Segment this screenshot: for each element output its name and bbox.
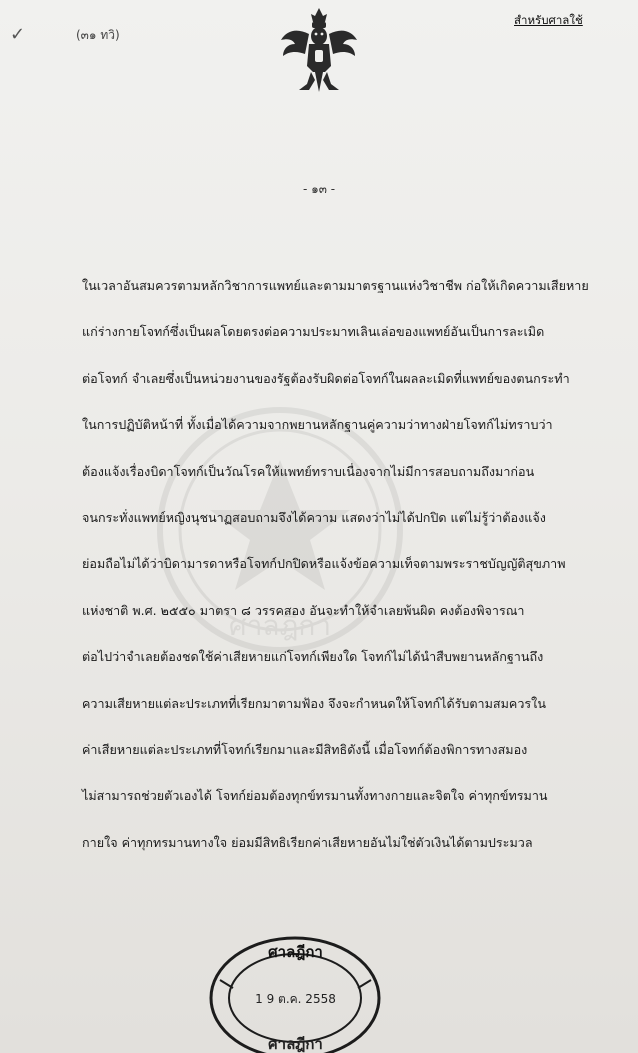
text-line: กายใจ ค่าทุกทรมานทางใจ ย่อมมีสิทธิเรียกค่าเสียหายอันไม่ใช่ตัวเงินได้ตามประมวล bbox=[82, 834, 533, 850]
text-line: ในเวลาอันสมควรตามหลักวิชาการแพทย์และตามมาตรฐานแห่งวิชาชีพ ก่อให้เกิดความเสียหาย bbox=[82, 278, 589, 293]
page-number: - ๑๓ - bbox=[302, 182, 336, 196]
text-line: แห่งชาติ พ.ศ. ๒๕๕๐ มาตรา ๘ วรรคสอง อันจะทำให้จำเลยพ้นผิด คงต้องพิจารณา bbox=[82, 602, 525, 618]
garuda-emblem-icon bbox=[279, 6, 359, 94]
text-line: ย่อมถือไม่ได้ว่าบิดามารดาหรือโจทก์ปกปิดหรือแจ้งข้อความเท็จตามพระราชบัญญัติสุขภาพ bbox=[82, 556, 566, 572]
text-line: ความเสียหายแต่ละประเภทที่เรียกมาตามฟ้อง จึงจะกำหนดให้โจทก์ได้รับตามสมควรใน bbox=[82, 695, 546, 711]
check-mark-icon: ✓ bbox=[10, 24, 26, 45]
text-line: ต่อไปว่าจำเลยต้องชดใช้ค่าเสียหายแก่โจทก์เพียงใด โจทก์ไม่ได้นำสืบพยานหลักฐานถึง bbox=[82, 649, 544, 665]
text-line: ต้องแจ้งเรื่องบิดาโจทก์เป็นวัณโรคให้แพทย์ทราบเนื่องจากไม่มีการสอบถามถึงมาก่อน bbox=[82, 463, 535, 479]
stamp-court-name-bottom: ศาลฎีกา bbox=[268, 1035, 323, 1053]
text-line: ไม่สามารถช่วยตัวเองได้ โจทก์ย่อมต้องทุกข์ทรมานทั้งทางกายและจิตใจ ค่าทุกข์ทรมาน bbox=[82, 788, 548, 804]
text-line: ในการปฏิบัติหน้าที่ ทั้งเมื่อได้ความจากพยานหลักฐานคู่ความว่าทางฝ่ายโจทก์ไม่ทราบว่า bbox=[82, 417, 553, 433]
text-line: ค่าเสียหายแต่ละประเภทที่โจทก์เรียกมาและมีสิทธิดังนี้ เมื่อโจทก์ต้องพิการทางสมอง bbox=[82, 741, 528, 757]
for-court-use-label: สำหรับศาลใช้ bbox=[514, 13, 583, 27]
watermark-label: ศาลฎีกา bbox=[228, 609, 332, 642]
form-number: (๓๑ ทวิ) bbox=[76, 28, 120, 42]
stamp-date: 1 9 ต.ค. 2558 bbox=[255, 992, 336, 1006]
supreme-court-date-stamp bbox=[208, 928, 383, 1053]
stamp-court-name: ศาลฎีกา bbox=[268, 943, 323, 961]
text-line: ต่อโจทก์ จำเลยซึ่งเป็นหน่วยงานของรัฐต้องรับผิดต่อโจทก์ในผลละเมิดที่แพทย์ของตนกระทำ bbox=[82, 370, 570, 386]
text-line: แก่ร่างกายโจทก์ซึ่งเป็นผลโดยตรงต่อความประมาทเลินเล่อของแพทย์อันเป็นการละเมิด bbox=[82, 324, 545, 340]
text-line: จนกระทั่งแพทย์หญิงนุชนาฏสอบถามจึงได้ความ แสดงว่าไม่ได้ปกปิด แต่ไม่รู้ว่าต้องแจ้ง bbox=[82, 509, 546, 525]
judgment-text-body bbox=[82, 276, 602, 879]
